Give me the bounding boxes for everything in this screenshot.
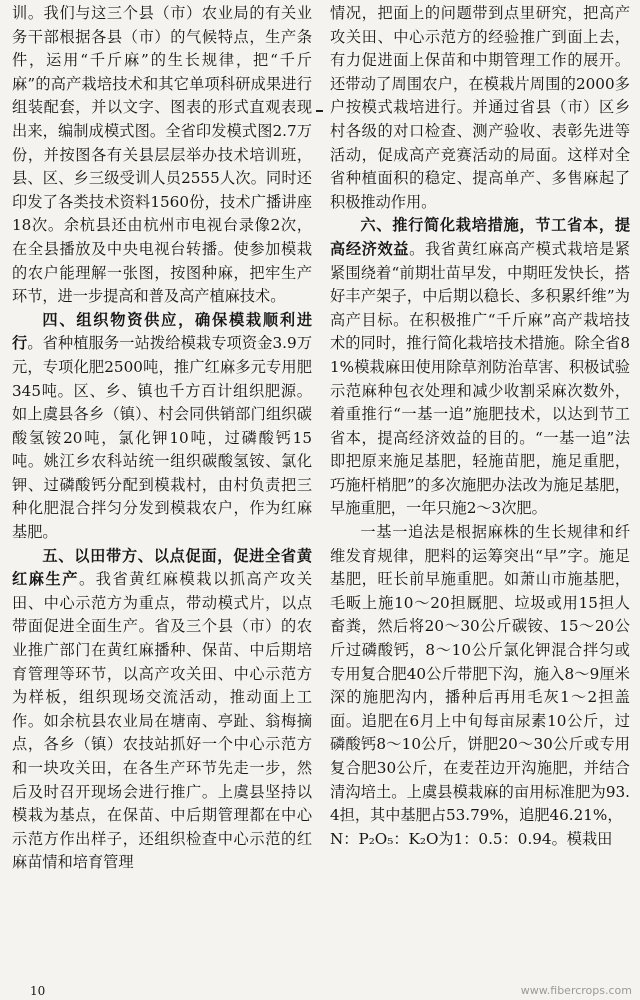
section-4-body: 。省种植服务一站拨给模栽专项资金3.9万元，专项化肥2500吨，推广红麻多元专用肥345吨。区、乡、镇也千方百计组织肥源。如上虞县各乡（镇）、村会同供销部门组织碳酸氢铵20吨，氯化钾10吨，过磷酸钙15吨。姚江乡农科站统一组织碳酸氢铵、氯化钾、过磷酸钙分配到模栽村，由村负责把三种化肥混合拌匀分发到模栽农户，作为红麻基肥。 [12, 334, 313, 542]
section-6-heading: 六、推行简化栽培措施，节工省本，提高经济效益 [330, 216, 630, 258]
section-6-body: 。我省黄红麻高产模式栽培是紧紧围绕着“前期壮苗早发，中期旺发快长，搭好丰产架子，中后期以稳长、多积累纤维”为高产目标。在积极推广“千斤麻”高产栽培技术的同时，推行简化栽培技术措施。除全省81%模栽麻田使用除草剂防治草害、积极试验示范麻种包衣处理和减少收割采麻次数外，着重推行“一基一追”施肥技术，以达到节工省本，提高经济效益的目的。“一基一追”法即把原来施足基肥，轻施苗肥，施足重肥，巧施杆梢肥”的多次施肥办法改为施足基肥，早施重肥，一年只施2～3次肥。 [330, 239, 631, 518]
paragraph-section-4 [12, 309, 312, 545]
paragraph-section-6 [330, 214, 630, 521]
right-column [330, 2, 630, 851]
page-number: 10 [30, 984, 46, 998]
paragraph-training: 训。我们与这三个县（市）农业局的有关业务干部根据各县（市）的气候特点，生产条件，运用“千斤麻”的生长规律，把“千斤麻”的高产栽培技术和其它单项科研成果进行组装配套，并以文字、图表的形式直观表现出来，编制成模式图。全省印发模式图2.7万份，并按图各有关县层层举办技术培训班，县、区、乡三级受训人员2555人次。同时还印发了各类技术资料1560份，技术广播讲座18次。余杭县还由杭州市电视台录像2次，在全县播放及中央电视台转播。使参加模栽的农户能理解一张图，按图种麻，把牢生产环节，进一步提高和普及高产植麻技术。 [12, 4, 312, 306]
paragraph-nutrient-ratio: N：P₂O₅：K₂O为1：0.5：0.94。模栽田 [330, 829, 613, 848]
paragraph-section-5 [12, 545, 312, 875]
section-5-heading: 五、以田带方、以点促面，促进全省黄红麻生产 [12, 546, 312, 589]
section-5-body: 。我省黄红麻模栽以抓高产攻关田、中心示范方为重点，带动模式片，以点带面促进全面生产。省及三个县（市）的农业推广部门在黄红麻播种、保苗、中后期培育管理等环节，以高产攻关田、中心示范方为样板，组织现场交流活动，推动面上工作。如余杭县农业局在塘南、亭趾、翁梅摘点，各乡（镇）农技站抓好一个中心示范方和一块攻关田，在各生产环节先走一步，然后及时召开现场会进行推广。上虞县坚持以模栽为基点，在保苗、中后期管理都在中心示范方作出样子，还组织检查中心示范的红麻苗情和培育管理 [12, 570, 313, 872]
section-4-heading: 四、组织物资供应，确保模栽顺利进行 [12, 310, 312, 353]
paragraph-continuation: 情况，把面上的问题带到点里研究，把高产攻关田、中心示范方的经验推广到面上去，有力促进面上保苗和中期管理工作的展开。还带动了周围农户，在模栽片周围的2000多户按模式栽培进行。并通过省县（市）区乡村各级的对口检查、测产验收、表彰先进等活动，促成高产竞赛活动的局面。这样对全省种植面积的稳定、提高单产、多售麻起了积极推动作用。 [330, 4, 630, 211]
watermark: www.fibercrops.com [520, 984, 632, 997]
paragraph-fertilizer-method: 一基一追法是根据麻株的生长规律和纤维发育规律，肥料的运筹突出“早”字。施足基肥，旺长前早施重肥。如萧山市施基肥，毛畈上施10～20担厩肥、垃圾或用15担人畜粪，然后将20～30公斤碳铵、15～20公斤过磷酸钙，8～10公斤氯化钾混合拌匀或专用复合肥40公斤带肥下沟，施入8～9厘米深的施肥沟内，播种后再用毛灰1～2担盖面。追肥在6月上中旬每亩尿素10公斤，过磷酸钙8～10公斤，饼肥20～30公斤或专用复合肥30公斤，在麦茬边开沟施肥，并结合清沟培土。上虞县模栽麻的亩用标准肥为93.4担，其中基肥占53.79%，追肥46.21%， [330, 523, 630, 825]
column-gutter-mark [316, 110, 323, 112]
left-column [12, 2, 312, 875]
